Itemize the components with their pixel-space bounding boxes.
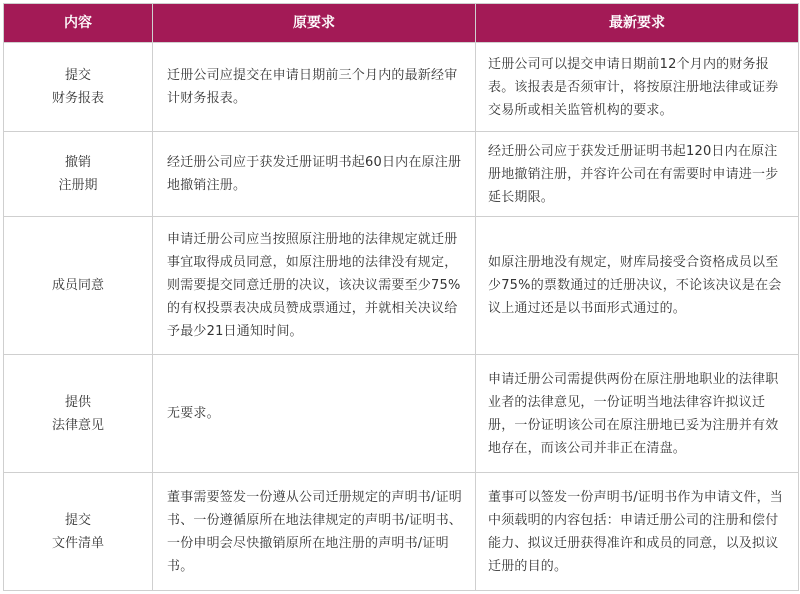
row-label [4, 217, 153, 355]
new-requirement-cell: 如原注册地没有规定，财库局接受合资格成员以至少75%的票数通过的迁册决议，不论该决议是在会议上通过还是以书面形式通过的。 [476, 217, 799, 355]
new-requirement-cell: 经迁册公司应于获发迁册证明书起120日内在原注册地撤销注册，并容许公司在有需要时申请进一步延长期限。 [476, 132, 799, 217]
row-label [4, 43, 153, 132]
header-original-requirement: 原要求 [153, 4, 476, 43]
original-requirement-cell: 无要求。 [153, 355, 476, 473]
table-row [4, 217, 799, 355]
row-label [4, 355, 153, 473]
row-label-line1: 成员同意 [51, 278, 104, 293]
new-requirement-cell: 董事可以签发一份声明书/证明书作为申请文件，当中须载明的内容包括：申请迁册公司的注册和偿付能力、拟议迁册获得准许和成员的同意，以及拟议迁册的目的。 [476, 473, 799, 591]
original-requirement-cell: 董事需要签发一份遵从公司迁册规定的声明书/证明书、一份遵循原所在地法律规定的声明书/证明书、一份申明会尽快撤销原所在地注册的声明书/证明书。 [153, 473, 476, 591]
original-requirement-cell: 迁册公司应提交在申请日期前三个月内的最新经审计财务报表。 [153, 43, 476, 132]
row-label-line1: 提交 [64, 512, 91, 528]
table-row [4, 132, 799, 217]
row-label [4, 132, 153, 217]
header-row [4, 4, 799, 43]
row-label [4, 473, 153, 591]
row-label-line1: 撤销 [64, 155, 91, 170]
table-row [4, 355, 799, 473]
table-row [4, 473, 799, 591]
original-requirement-cell: 经迁册公司应于获发迁册证明书起60日内在原注册地撤销注册。 [153, 132, 476, 217]
new-requirement-cell: 申请迁册公司需提供两份在原注册地职业的法律职业者的法律意见，一份证明当地法律容许拟议迁册，一份证明该公司在原注册地已妥为注册并有效地存在，而该公司并非正在清盘。 [476, 355, 799, 473]
header-content: 内容 [4, 4, 153, 43]
row-label-line1: 提供 [64, 394, 91, 410]
row-label-line2: 财务报表 [51, 91, 104, 106]
original-requirement-cell: 申请迁册公司应当按照原注册地的法律规定就迁册事宜取得成员同意，如原注册地的法律没有规定，则需要提交同意迁册的决议，该决议需要至少75%的有权投票表决成员赞成票通过，并就相关决议给予最少21日通知时间。 [153, 217, 476, 355]
header-new-requirement: 最新要求 [476, 4, 799, 43]
row-label-line2: 法律意见 [51, 417, 104, 433]
row-label-line2: 注册期 [58, 178, 98, 193]
comparison-table [3, 3, 799, 591]
table-header [4, 4, 799, 43]
row-label-line1: 提交 [64, 68, 91, 83]
new-requirement-cell: 迁册公司可以提交申请日期前12个月内的财务报表。该报表是否须审计，将按原注册地法律或证券交易所或相关监管机构的要求。 [476, 43, 799, 132]
row-label-line2: 文件清单 [51, 535, 104, 551]
table-row [4, 43, 799, 132]
table-body [4, 43, 799, 591]
